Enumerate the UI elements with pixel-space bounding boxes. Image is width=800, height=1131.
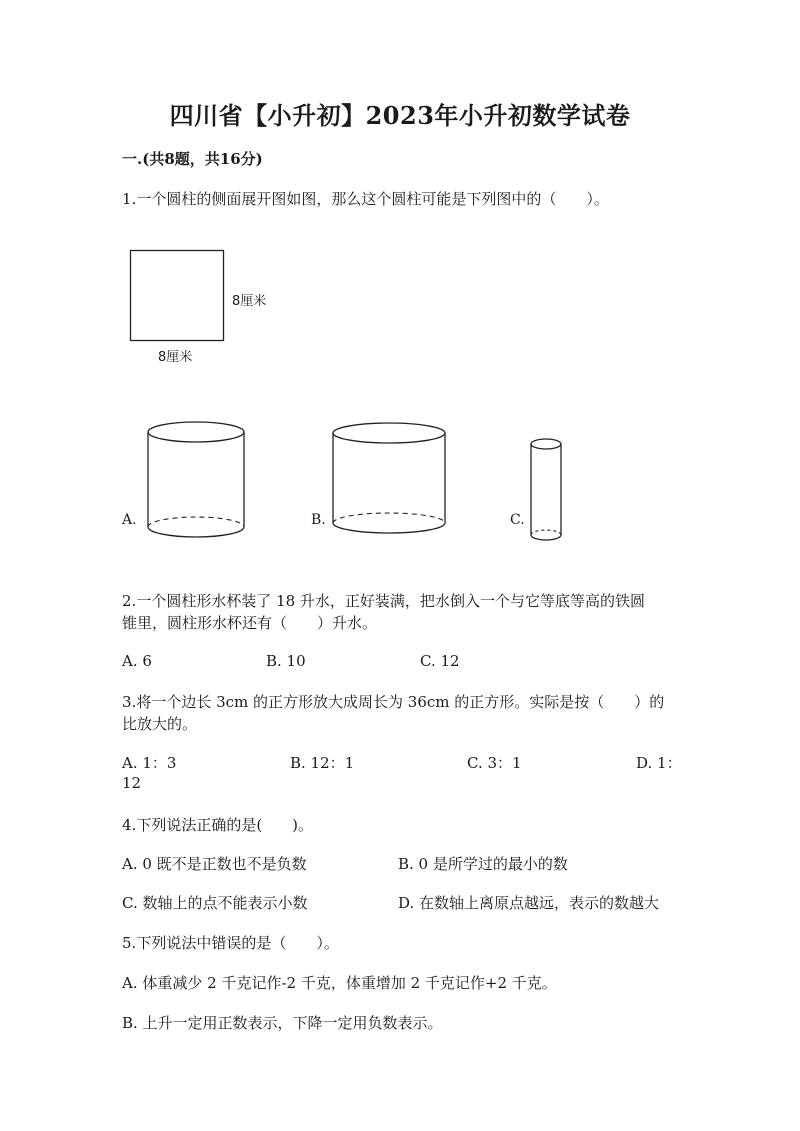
question-text: 一个圆柱的侧面展开图如图，那么这个圆柱可能是下列图中的（ ）。 <box>136 190 609 208</box>
question-number: 3. <box>122 693 137 711</box>
question-text: 下列说法正确的是( )。 <box>136 816 314 834</box>
option-c: C. 数轴上的点不能表示小数 <box>122 894 308 912</box>
question-number: 5. <box>122 934 137 952</box>
option-d: D. 1： <box>636 754 682 772</box>
option-a: A. 6 <box>122 652 152 670</box>
option-c: C. 3：1 <box>467 754 522 772</box>
bottom-length-label: 8厘米 <box>158 350 193 365</box>
question-text-line1: 将一个边长 3cm 的正方形放大成周长为 36cm 的正方形。实际是按（ ）的 <box>136 693 665 711</box>
question-text: 下列说法中错误的是（ ）。 <box>136 934 339 952</box>
question-text-line1: 一个圆柱形水杯装了 18 升水，正好装满，把水倒入一个与它等底等高的铁圆 <box>136 592 645 610</box>
question-2 <box>122 590 645 611</box>
option-d-wrap: 12 <box>122 774 142 792</box>
question-1 <box>122 188 609 209</box>
option-b-label: B. <box>311 512 326 528</box>
option-b: B. 10 <box>266 652 306 670</box>
square-net <box>131 251 224 341</box>
section-heading: 一.(共8题，共16分) <box>122 150 263 168</box>
option-a: A. 1：3 <box>122 754 177 772</box>
cylinder-b <box>333 423 445 533</box>
cylinder-c <box>531 439 561 540</box>
question-number: 1. <box>122 190 137 208</box>
question-text-line2: 比放大的。 <box>122 715 198 733</box>
option-c-label: C. <box>510 512 525 528</box>
option-a: A. 0 既不是正数也不是负数 <box>122 855 307 873</box>
option-b: B. 上升一定用正数表示，下降一定用负数表示。 <box>122 1014 443 1032</box>
option-b: B. 0 是所学过的最小的数 <box>398 855 568 873</box>
cylinder-a <box>148 422 244 537</box>
side-length-label: 8厘米 <box>232 294 267 309</box>
question-4 <box>122 814 313 835</box>
question-5 <box>122 932 339 953</box>
option-c: C. 12 <box>420 652 460 670</box>
option-a-label: A. <box>122 512 137 528</box>
question-number: 2. <box>122 592 137 610</box>
option-b: B. 12：1 <box>290 754 355 772</box>
page-title: 四川省【小升初】2023年小升初数学试卷 <box>169 101 631 130</box>
option-d: D. 在数轴上离原点越远，表示的数越大 <box>398 894 660 912</box>
question-3 <box>122 691 664 712</box>
question-text-line2: 锥里，圆柱形水杯还有（ ）升水。 <box>122 614 378 632</box>
question-number: 4. <box>122 816 137 834</box>
option-a: A. 体重减少 2 千克记作-2 千克，体重增加 2 千克记作+2 千克。 <box>122 974 557 992</box>
